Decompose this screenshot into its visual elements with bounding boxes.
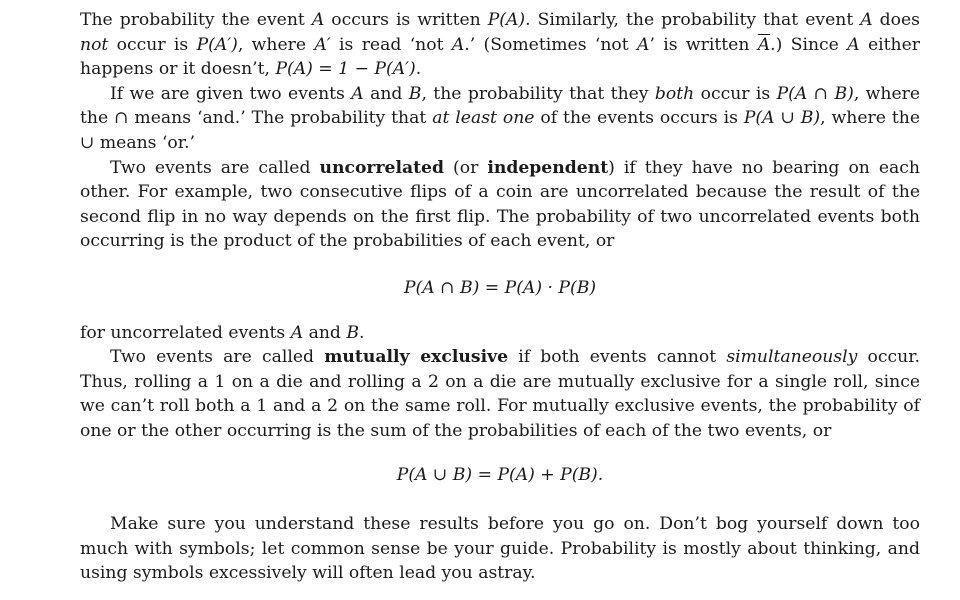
text-run: ) if they have no bearing on each other. For example, two consecutive flips of a coin are uncorrelated because the result of the second flip in no way depends on the first flip. The probability of two uncorrelated events both occurring is the product of the probabilities of each event, or	[80, 157, 920, 252]
variable-a: A	[290, 322, 304, 343]
math-expression: P(A)	[487, 10, 526, 30]
variable-a: A	[847, 34, 860, 55]
math-expression: P(A ∩ B)	[776, 83, 854, 104]
text-run: , the probability that they	[421, 83, 655, 104]
text-run: , where the ∪ means ‘or.’	[80, 108, 920, 153]
emphasis-both: both	[654, 83, 695, 104]
text-run: occur is	[108, 34, 197, 55]
text-run: is read ‘not	[330, 34, 452, 55]
paragraph-complement	[80, 8, 920, 82]
paragraph-uncorrelated-continued	[80, 321, 920, 346]
math-expression: P(A) = 1 − P(A′)	[275, 59, 416, 80]
emphasis-at-least-one: at least one	[432, 108, 535, 129]
text-run: either happens or it doesn’t,	[80, 34, 920, 80]
paragraph-uncorrelated	[80, 156, 920, 254]
text-run: if both events cannot	[508, 347, 727, 368]
text-run: of the events occurs is	[534, 108, 744, 129]
text-run: Two events are called	[110, 157, 320, 178]
variable-b: B	[408, 83, 422, 104]
text-run: occur is	[694, 83, 777, 104]
text-run: .	[415, 59, 422, 80]
paragraph-closing-advice: Make sure you understand these results before you go on. Don’t bog yourself down too much with symbols; let common sense be your guide. Probability is mostly about thinking, and using symbols excessively will often lead you astray.	[80, 514, 920, 584]
term-uncorrelated: uncorrelated	[319, 157, 445, 178]
term-mutually-exclusive: mutually exclusive	[324, 347, 509, 368]
paragraph-intersection-union	[80, 82, 920, 156]
variable-a: A	[637, 34, 650, 55]
emphasis-not: not	[80, 34, 109, 55]
math-expression: A′	[314, 34, 331, 55]
variable-a: A	[351, 83, 364, 104]
text-run: does	[872, 10, 920, 30]
text-run: occur. Thus, rolling a 1 on a die and rolling a 2 on a die are mutually exclusive for a single roll, since we can’t roll both a 1 and a 2 on the same roll. For mutually exclusive events, the probability of one or the other occurring is the sum of the probabilities of each of the two events, or	[80, 347, 920, 441]
text-run: , where the ∩ means ‘and.’ The probability that	[80, 83, 921, 129]
paragraph-mutually-exclusive	[80, 345, 920, 443]
text-run: for uncorrelated events	[80, 322, 291, 343]
emphasis-simultaneously: simultaneously	[726, 347, 858, 368]
text-run: The probability the event	[80, 10, 312, 30]
variable-a: A	[860, 10, 873, 30]
equation-product-rule: P(A ∩ B) = P(A) · P(B)	[403, 277, 597, 298]
text-run: . Similarly, the probability that event	[525, 10, 861, 30]
variable-a-bar: $\overline{A}$	[757, 34, 771, 55]
text-run: and	[303, 322, 347, 343]
term-independent: independent	[487, 157, 609, 178]
equation-sum-rule: P(A ∪ B) = P(A) + P(B).	[396, 464, 604, 485]
document-page	[80, 8, 920, 586]
variable-a: A	[451, 34, 465, 55]
text-run: (or	[444, 157, 488, 178]
text-run: .	[359, 322, 365, 343]
math-expression: P(A ∪ B)	[743, 108, 821, 129]
math-expression: P(A′)	[196, 34, 238, 55]
text-run: Two events are called	[110, 347, 325, 368]
text-run: If we are given two events	[110, 83, 352, 104]
text-run: .) Since	[770, 34, 848, 55]
variable-a: A	[311, 10, 325, 30]
variable-b: B	[346, 322, 360, 343]
text-run: ’ is written	[649, 34, 758, 55]
text-run: , where	[237, 34, 315, 55]
text-run: and	[363, 83, 409, 104]
text-run: occurs is written	[324, 10, 488, 30]
text-run: .’ (Sometimes ‘not	[464, 34, 638, 55]
